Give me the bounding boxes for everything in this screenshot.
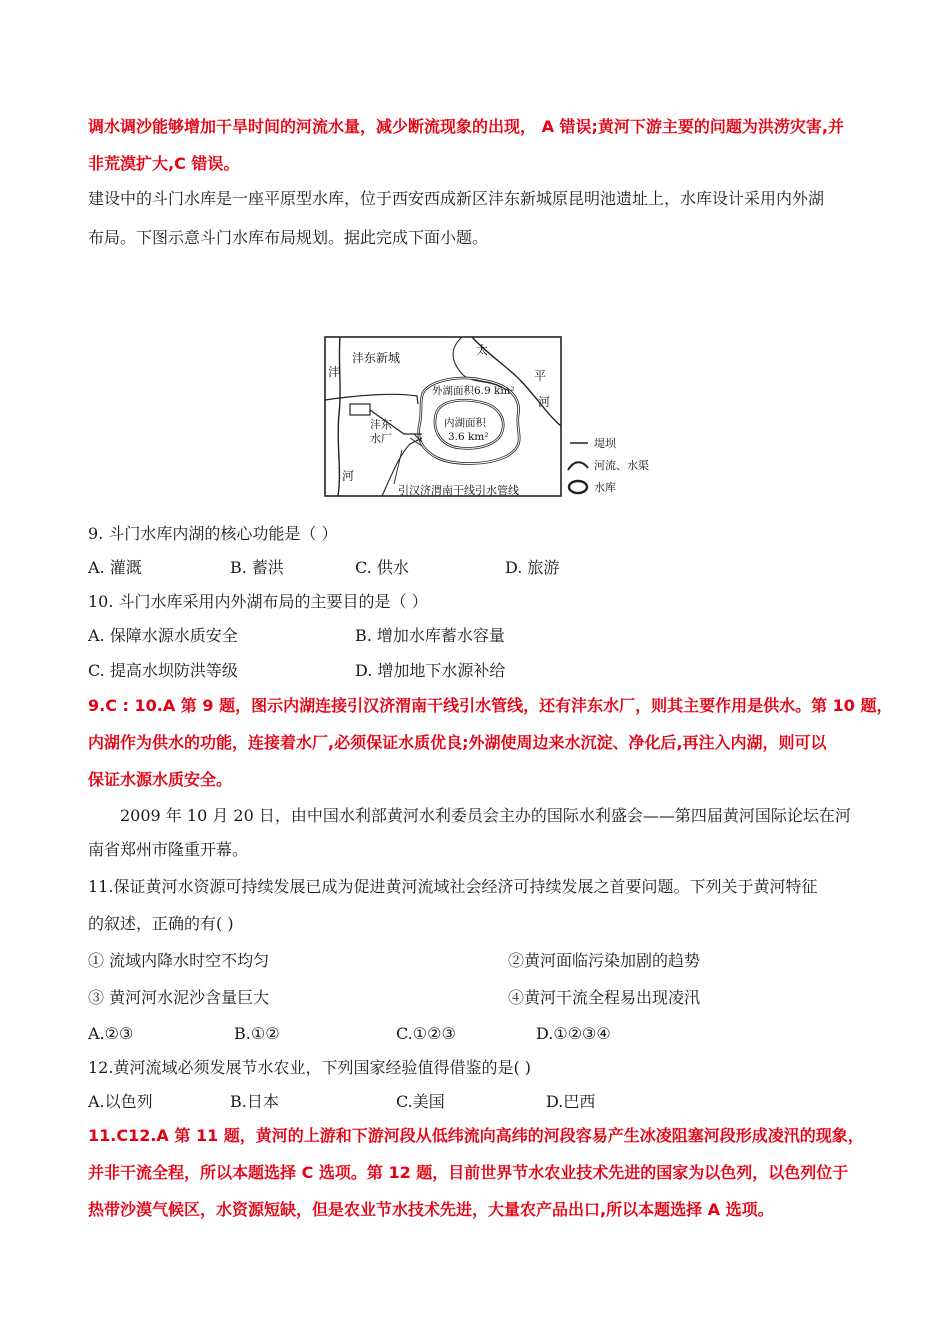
feng-river <box>338 337 340 496</box>
q9-option-c: C. 供水 <box>355 558 409 577</box>
q11-stem-line-1: 11.保证黄河水资源可持续发展已成为促进黄河流域社会经济可持续发展之首要问题。下列关于黄河特征 <box>88 877 818 896</box>
q10-option-c: C. 提高水坝防洪等级 <box>88 661 238 680</box>
answer-9-10-line-2: 内湖作为供水的功能，连接着水厂,必须保证水质优良;外湖使周边来水沉淀、净化后,再注入内湖，则可以 <box>88 733 827 752</box>
news-line-1: 2009 年 10 月 20 日，由中国水利部黄河水利委员会主办的国际水利盛会——第四届黄河国际论坛在河 <box>120 806 851 825</box>
q12-stem: 12.黄河流域必须发展节水农业，下列国家经验值得借鉴的是( ) <box>88 1058 532 1077</box>
q10-option-b: B. 增加水库蓄水容量 <box>355 626 505 645</box>
label-he-left: 河 <box>342 469 355 483</box>
intro-line-2: 布局。下图示意斗门水库布局规划。据此完成下面小题。 <box>88 228 489 247</box>
label-inner-lake-area: 3.6 km² <box>448 431 489 443</box>
q11-statement-4: ④黄河干流全程易出现凌汛 <box>508 988 701 1007</box>
q12-option-b: B.日本 <box>230 1092 279 1111</box>
label-pipeline: 引汉济渭南干线引水管线 <box>398 484 519 497</box>
q11-option-d: D.①②③④ <box>536 1024 611 1043</box>
intro-line-1: 建设中的斗门水库是一座平原型水库，位于西安西成新区沣东新城原昆明池遗址上，水库设计采用内外湖 <box>88 189 825 208</box>
q11-stem-line-2: 的叙述，正确的有( ) <box>88 914 234 933</box>
legend-river-label: 河流、水渠 <box>594 459 649 472</box>
label-tai: 太 <box>476 343 489 357</box>
label-he-right: 河 <box>538 395 551 409</box>
q11-option-b: B.①② <box>234 1024 280 1043</box>
q10-stem: 10. 斗门水库采用内外湖布局的主要目的是（ ） <box>88 592 428 611</box>
q9-stem: 9. 斗门水库内湖的核心功能是（ ） <box>88 524 338 543</box>
legend-reservoir-label: 水库 <box>594 481 616 494</box>
doumen-reservoir-map <box>322 334 652 500</box>
answer-prev-line-2: 非荒漠扩大,C 错误。 <box>88 154 240 173</box>
label-feng: 沣 <box>328 365 341 379</box>
q12-option-c: C.美国 <box>396 1092 445 1111</box>
q9-option-a: A. 灌溉 <box>88 558 142 577</box>
q10-option-d: D. 增加地下水源补给 <box>355 661 506 680</box>
q12-option-d: D.巴西 <box>546 1092 596 1111</box>
water-plant-box <box>350 404 370 415</box>
q11-statement-3: ③ 黄河河水泥沙含量巨大 <box>88 988 270 1007</box>
q9-option-b: B. 蓄洪 <box>230 558 284 577</box>
answer-prev-line-1: 调水调沙能够增加干旱时间的河流水量，减少断流现象的出现， A 错误;黄河下游主要的问题为洪涝灾害,并 <box>88 117 845 136</box>
news-line-2: 南省郑州市隆重开幕。 <box>88 840 249 859</box>
answer-11-12-line-3: 热带沙漠气候区，水资源短缺，但是农业节水技术先进，大量农产品出口,所以本题选择 A 选项。 <box>88 1200 774 1219</box>
answer-9-10-line-3: 保证水源水质安全。 <box>88 770 233 789</box>
answer-9-10-line-1: 9.C : 10.A 第 9 题，图示内湖连接引汉济渭南干线引水管线，还有沣东水厂，则其主要作用是供水。第 10 题， <box>88 696 893 715</box>
label-plant-1: 沣东 <box>370 418 392 431</box>
q10-option-a: A. 保障水源水质安全 <box>88 626 238 645</box>
q11-option-c: C.①②③ <box>396 1024 456 1043</box>
label-inner-lake-name: 内湖面积 <box>444 417 486 429</box>
label-plant-2: 水厂 <box>370 432 392 445</box>
q9-option-d: D. 旅游 <box>505 558 560 577</box>
map-svg <box>322 334 652 500</box>
q11-option-a: A.②③ <box>88 1024 134 1043</box>
legend-dam-label: 堤坝 <box>594 437 616 450</box>
q11-statement-1: ① 流域内降水时空不均匀 <box>88 951 270 970</box>
legend-river-symbol <box>568 462 588 470</box>
q12-option-a: A.以色列 <box>88 1092 153 1111</box>
label-outer-lake: 外湖面积6.9 km² <box>432 385 515 397</box>
answer-11-12-line-2: 并非干流全程，所以本题选择 C 选项。第 12 题，目前世界节水农业技术先进的国家为以色列，以色列位于 <box>88 1163 849 1182</box>
label-ping: 平 <box>534 369 547 383</box>
label-fengdong-city: 沣东新城 <box>352 351 401 365</box>
q11-statement-2: ②黄河面临污染加剧的趋势 <box>508 951 701 970</box>
canal-west <box>325 394 418 404</box>
answer-11-12-line-1: 11.C12.A 第 11 题，黄河的上游和下游河段从低纬流向高纬的河段容易产生冰凌阻塞河段形成凌汛的现象， <box>88 1126 864 1145</box>
legend-reservoir-symbol <box>569 481 587 493</box>
